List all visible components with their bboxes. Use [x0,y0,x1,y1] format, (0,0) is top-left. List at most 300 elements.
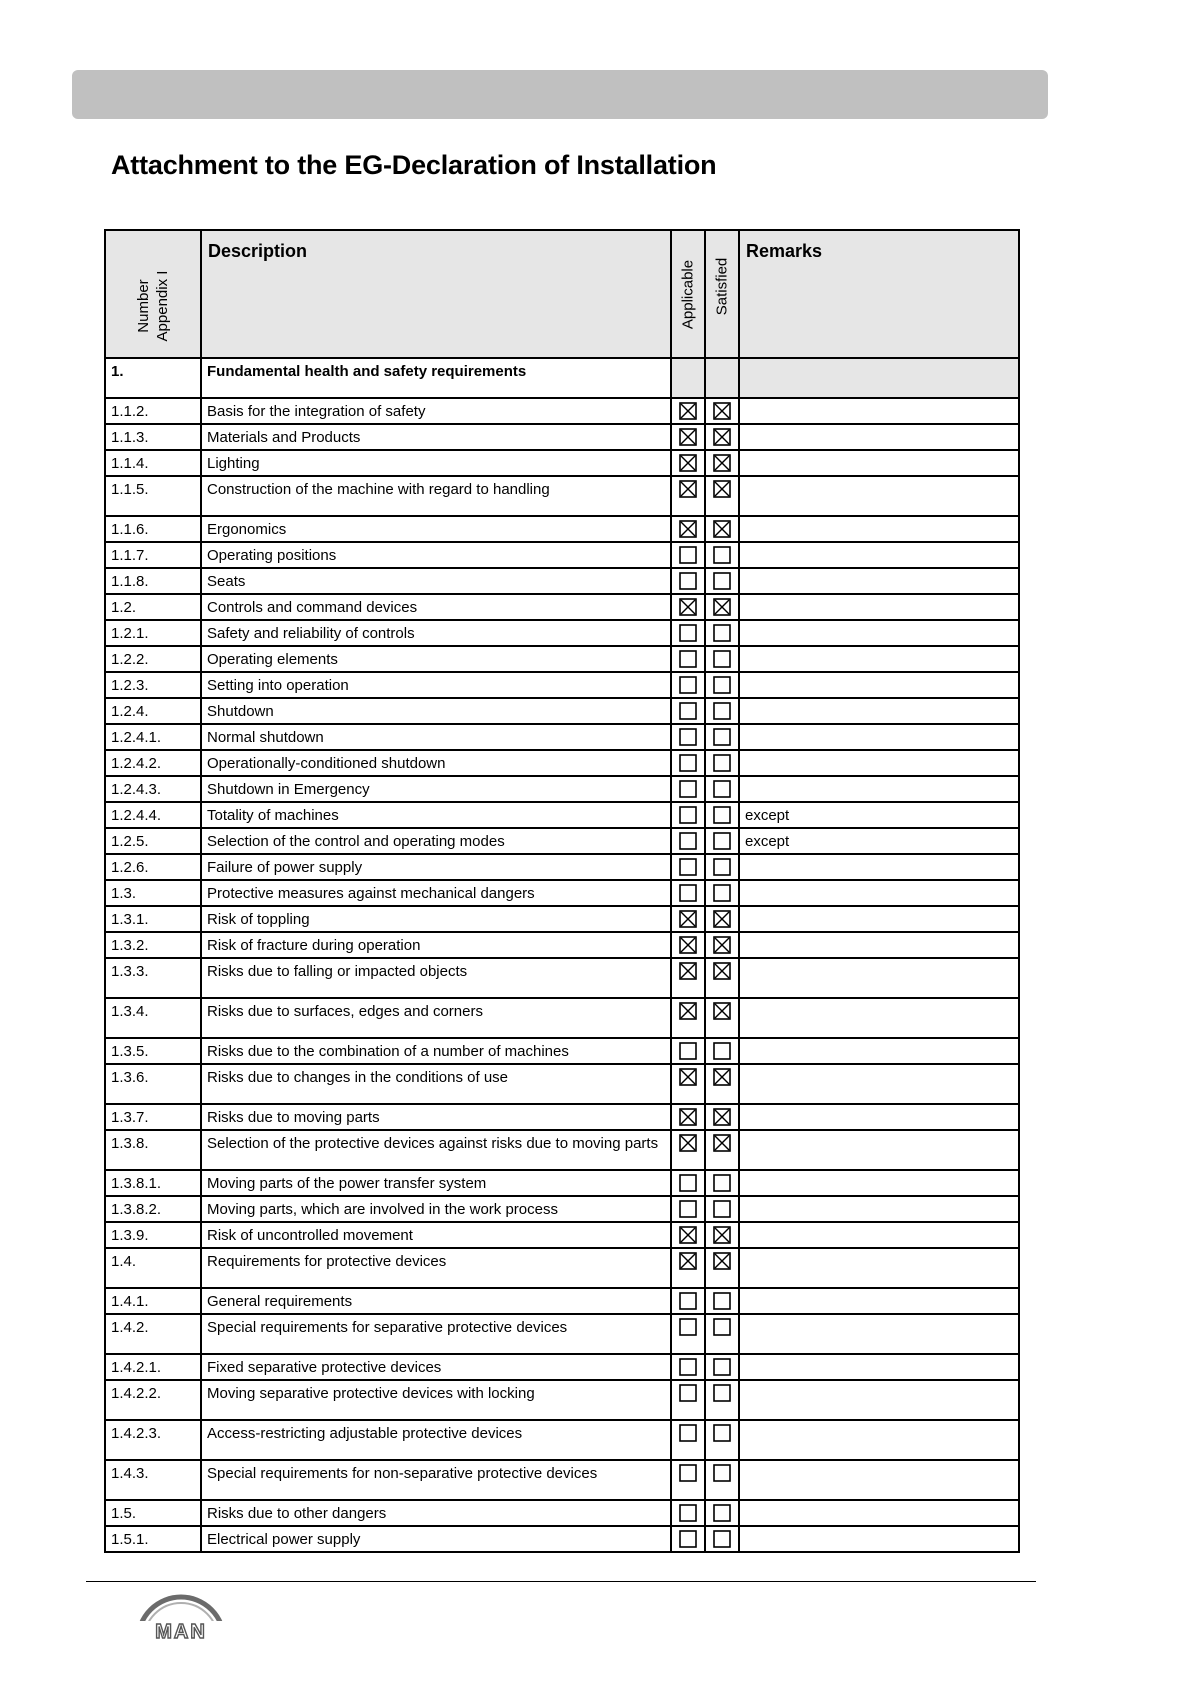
remarks-text [740,673,1018,679]
remarks-cell [739,1380,1019,1420]
table-row [105,1288,1019,1314]
satisfied-checkbox-unchecked-icon[interactable] [713,806,731,824]
applicable-checkbox-unchecked-icon[interactable] [679,1292,697,1310]
satisfied-checkbox-unchecked-icon[interactable] [713,832,731,850]
satisfied-cell [705,958,739,998]
applicable-checkbox-checked-icon[interactable] [679,480,697,498]
row-number: 1.2.1. [105,620,201,646]
table-row [105,620,1019,646]
satisfied-checkbox-unchecked-icon[interactable] [713,572,731,590]
section-applicable-cell [671,358,705,398]
applicable-cell [671,1170,705,1196]
applicable-cell [671,1420,705,1460]
remarks-text [740,543,1018,549]
remarks-text [740,477,1018,483]
applicable-checkbox-checked-icon[interactable] [679,1108,697,1126]
row-description: Operating elements [201,646,671,672]
satisfied-cell [705,1104,739,1130]
satisfied-checkbox-checked-icon[interactable] [713,428,731,446]
applicable-checkbox-unchecked-icon[interactable] [679,884,697,902]
applicable-cell [671,802,705,828]
applicable-cell [671,724,705,750]
table-row [105,398,1019,424]
applicable-checkbox-checked-icon[interactable] [679,598,697,616]
satisfied-checkbox-unchecked-icon[interactable] [713,1358,731,1376]
row-description: Operationally-conditioned shutdown [201,750,671,776]
satisfied-cell [705,424,739,450]
satisfied-checkbox-checked-icon[interactable] [713,936,731,954]
remarks-cell [739,1460,1019,1500]
remarks-cell [739,724,1019,750]
row-number: 1.1.2. [105,398,201,424]
applicable-cell [671,698,705,724]
remarks-text [740,1501,1018,1507]
applicable-cell [671,476,705,516]
row-description: Shutdown [201,698,671,724]
table-row [105,1526,1019,1552]
remarks-text [740,1527,1018,1533]
applicable-cell [671,1460,705,1500]
remarks-text [740,725,1018,731]
row-number: 1.1.8. [105,568,201,594]
applicable-cell [671,398,705,424]
satisfied-cell [705,1222,739,1248]
table-row [105,1354,1019,1380]
satisfied-checkbox-unchecked-icon[interactable] [713,1042,731,1060]
remarks-cell [739,932,1019,958]
section-row [105,358,1019,398]
row-description: Selection of the protective devices against risks due to moving parts [201,1130,671,1170]
applicable-cell [671,594,705,620]
row-number: 1.3.8.2. [105,1196,201,1222]
remarks-text: except [745,833,790,850]
header-remarks-label: Remarks [746,241,823,261]
table-row [105,1460,1019,1500]
applicable-checkbox-checked-icon[interactable] [679,1068,697,1086]
row-description: Shutdown in Emergency [201,776,671,802]
satisfied-checkbox-checked-icon[interactable] [713,1068,731,1086]
satisfied-checkbox-unchecked-icon[interactable] [713,676,731,694]
satisfied-checkbox-unchecked-icon[interactable] [713,1464,731,1482]
row-description: Risks due to other dangers [201,1500,671,1526]
remarks-cell [739,1038,1019,1064]
satisfied-cell [705,1038,739,1064]
table-row [105,672,1019,698]
remarks-cell [739,828,1019,854]
row-description: Risks due to moving parts [201,1104,671,1130]
satisfied-cell [705,450,739,476]
remarks-cell [739,802,1019,828]
applicable-checkbox-unchecked-icon[interactable] [679,1318,697,1336]
applicable-checkbox-unchecked-icon[interactable] [679,806,697,824]
applicable-cell [671,542,705,568]
applicable-checkbox-unchecked-icon[interactable] [679,728,697,746]
applicable-cell [671,1038,705,1064]
row-description: Safety and reliability of controls [201,620,671,646]
remarks-cell [739,1170,1019,1196]
row-description: Risks due to changes in the conditions of use [201,1064,671,1104]
row-number: 1.4. [105,1248,201,1288]
table-row [105,1038,1019,1064]
row-number: 1.3.7. [105,1104,201,1130]
table-row [105,880,1019,906]
satisfied-checkbox-checked-icon[interactable] [713,1226,731,1244]
satisfied-cell [705,1248,739,1288]
row-number: 1.2.2. [105,646,201,672]
row-number: 1.3.2. [105,932,201,958]
header-satisfied-label: Satisfied [713,257,731,316]
applicable-cell [671,1314,705,1354]
remarks-cell [739,750,1019,776]
row-description: General requirements [201,1288,671,1314]
applicable-checkbox-unchecked-icon[interactable] [679,572,697,590]
satisfied-cell [705,1170,739,1196]
table-row [105,594,1019,620]
remarks-text [740,595,1018,601]
satisfied-checkbox-checked-icon[interactable] [713,1108,731,1126]
remarks-cell [739,1500,1019,1526]
row-number: 1.1.6. [105,516,201,542]
applicable-cell [671,450,705,476]
remarks-cell [739,998,1019,1038]
applicable-checkbox-unchecked-icon[interactable] [679,780,697,798]
satisfied-cell [705,698,739,724]
remarks-cell [739,1314,1019,1354]
remarks-text [740,1105,1018,1111]
satisfied-checkbox-unchecked-icon[interactable] [713,1384,731,1402]
remarks-cell [739,516,1019,542]
satisfied-cell [705,398,739,424]
row-description: Risk of uncontrolled movement [201,1222,671,1248]
row-description: Operating positions [201,542,671,568]
page-title: Attachment to the EG-Declaration of Installation [111,150,717,180]
remarks-text [740,699,1018,705]
satisfied-checkbox-unchecked-icon[interactable] [713,1530,731,1548]
table-row [105,906,1019,932]
row-number: 1.4.2.3. [105,1420,201,1460]
applicable-cell [671,516,705,542]
row-number: 1.5. [105,1500,201,1526]
applicable-cell [671,1130,705,1170]
satisfied-cell [705,1526,739,1552]
row-number: 1.3. [105,880,201,906]
remarks-cell [739,1420,1019,1460]
satisfied-checkbox-unchecked-icon[interactable] [713,702,731,720]
row-description: Risks due to the combination of a number of machines [201,1038,671,1064]
remarks-cell [739,594,1019,620]
table-row [105,1420,1019,1460]
applicable-checkbox-unchecked-icon[interactable] [679,1504,697,1522]
remarks-text [740,959,1018,965]
row-description: Risks due to falling or impacted objects [201,958,671,998]
table-row [105,932,1019,958]
remarks-cell [739,672,1019,698]
row-number: 1.2.4.2. [105,750,201,776]
remarks-text [740,881,1018,887]
remarks-cell [739,906,1019,932]
applicable-checkbox-checked-icon[interactable] [679,1252,697,1270]
satisfied-checkbox-unchecked-icon[interactable] [713,754,731,772]
table-row [105,1248,1019,1288]
man-logo [130,1588,232,1646]
satisfied-checkbox-checked-icon[interactable] [713,1252,731,1270]
applicable-checkbox-unchecked-icon[interactable] [679,650,697,668]
remarks-cell [739,1064,1019,1104]
satisfied-checkbox-unchecked-icon[interactable] [713,1424,731,1442]
row-description: Lighting [201,450,671,476]
remarks-text [740,1171,1018,1177]
remarks-text [740,1065,1018,1071]
row-description: Materials and Products [201,424,671,450]
satisfied-checkbox-checked-icon[interactable] [713,910,731,928]
row-description: Access-restricting adjustable protective devices [201,1420,671,1460]
remarks-cell [739,646,1019,672]
applicable-checkbox-checked-icon[interactable] [679,1134,697,1152]
remarks-text [740,1461,1018,1467]
row-number: 1.3.3. [105,958,201,998]
applicable-checkbox-checked-icon[interactable] [679,962,697,980]
row-description: Moving parts of the power transfer system [201,1170,671,1196]
applicable-checkbox-unchecked-icon[interactable] [679,832,697,850]
header-bar [72,70,1048,119]
table-row [105,1170,1019,1196]
row-description: Moving parts, which are involved in the work process [201,1196,671,1222]
remarks-cell [739,854,1019,880]
applicable-checkbox-checked-icon[interactable] [679,936,697,954]
satisfied-checkbox-unchecked-icon[interactable] [713,650,731,668]
applicable-checkbox-unchecked-icon[interactable] [679,1424,697,1442]
applicable-checkbox-unchecked-icon[interactable] [679,1200,697,1218]
applicable-cell [671,1196,705,1222]
applicable-checkbox-unchecked-icon[interactable] [679,1174,697,1192]
header-satisfied [705,230,739,358]
applicable-checkbox-unchecked-icon[interactable] [679,624,697,642]
satisfied-checkbox-unchecked-icon[interactable] [713,884,731,902]
satisfied-cell [705,568,739,594]
row-description: Fixed separative protective devices [201,1354,671,1380]
row-number: 1.2.4.3. [105,776,201,802]
table-row [105,516,1019,542]
applicable-checkbox-unchecked-icon[interactable] [679,546,697,564]
applicable-cell [671,568,705,594]
remarks-text [740,1223,1018,1229]
remarks-text [740,751,1018,757]
applicable-cell [671,672,705,698]
header-description [201,230,671,358]
header-number-line2: Appendix I [154,270,171,342]
remarks-cell [739,1222,1019,1248]
applicable-checkbox-unchecked-icon[interactable] [679,1384,697,1402]
row-description: Selection of the control and operating modes [201,828,671,854]
table-row [105,724,1019,750]
row-description: Controls and command devices [201,594,671,620]
row-number: 1.2.5. [105,828,201,854]
applicable-checkbox-checked-icon[interactable] [679,1226,697,1244]
satisfied-cell [705,1130,739,1170]
row-description: Basis for the integration of safety [201,398,671,424]
applicable-cell [671,1248,705,1288]
satisfied-cell [705,1380,739,1420]
satisfied-checkbox-checked-icon[interactable] [713,402,731,420]
header-description-label: Description [208,241,308,261]
table-row [105,1222,1019,1248]
applicable-checkbox-unchecked-icon[interactable] [679,1042,697,1060]
remarks-cell [739,1196,1019,1222]
applicable-cell [671,1222,705,1248]
satisfied-cell [705,1460,739,1500]
satisfied-checkbox-checked-icon[interactable] [713,454,731,472]
satisfied-checkbox-unchecked-icon[interactable] [713,624,731,642]
remarks-cell [739,568,1019,594]
satisfied-cell [705,828,739,854]
table-row [105,646,1019,672]
remarks-text [740,569,1018,575]
satisfied-checkbox-unchecked-icon[interactable] [713,858,731,876]
section-satisfied-cell [705,358,739,398]
applicable-checkbox-checked-icon[interactable] [679,428,697,446]
satisfied-cell [705,1354,739,1380]
applicable-checkbox-unchecked-icon[interactable] [679,1530,697,1548]
table-header-row [105,230,1019,358]
satisfied-cell [705,1314,739,1354]
table-row [105,1196,1019,1222]
satisfied-checkbox-unchecked-icon[interactable] [713,1174,731,1192]
row-description: Special requirements for separative protective devices [201,1314,671,1354]
satisfied-checkbox-checked-icon[interactable] [713,520,731,538]
remarks-text [740,907,1018,913]
satisfied-checkbox-unchecked-icon[interactable] [713,1200,731,1218]
remarks-text [740,425,1018,431]
applicable-checkbox-unchecked-icon[interactable] [679,702,697,720]
satisfied-checkbox-unchecked-icon[interactable] [713,780,731,798]
table-row [105,1104,1019,1130]
row-description: Ergonomics [201,516,671,542]
applicable-checkbox-checked-icon[interactable] [679,1002,697,1020]
row-description: Special requirements for non-separative protective devices [201,1460,671,1500]
remarks-cell [739,542,1019,568]
table-row [105,450,1019,476]
row-description: Requirements for protective devices [201,1248,671,1288]
satisfied-checkbox-checked-icon[interactable] [713,598,731,616]
remarks-cell [739,958,1019,998]
remarks-cell [739,698,1019,724]
applicable-cell [671,1380,705,1420]
applicable-cell [671,424,705,450]
row-description: Risk of toppling [201,906,671,932]
remarks-cell [739,1104,1019,1130]
row-number: 1.1.3. [105,424,201,450]
satisfied-cell [705,672,739,698]
satisfied-checkbox-checked-icon[interactable] [713,1002,731,1020]
applicable-checkbox-checked-icon[interactable] [679,402,697,420]
remarks-cell [739,1354,1019,1380]
satisfied-checkbox-unchecked-icon[interactable] [713,1504,731,1522]
satisfied-checkbox-unchecked-icon[interactable] [713,1292,731,1310]
row-description: Moving separative protective devices with locking [201,1380,671,1420]
applicable-cell [671,1064,705,1104]
row-number: 1.1.7. [105,542,201,568]
table-row [105,854,1019,880]
table-row [105,802,1019,828]
satisfied-cell [705,880,739,906]
applicable-checkbox-unchecked-icon[interactable] [679,754,697,772]
applicable-cell [671,880,705,906]
applicable-checkbox-checked-icon[interactable] [679,454,697,472]
satisfied-cell [705,854,739,880]
satisfied-checkbox-checked-icon[interactable] [713,962,731,980]
row-number: 1.3.6. [105,1064,201,1104]
applicable-cell [671,854,705,880]
applicable-cell [671,958,705,998]
row-number: 1.2. [105,594,201,620]
satisfied-cell [705,932,739,958]
row-number: 1.3.4. [105,998,201,1038]
applicable-checkbox-unchecked-icon[interactable] [679,676,697,694]
remarks-text [740,399,1018,405]
remarks-cell [739,476,1019,516]
header-number [105,230,201,358]
row-description: Failure of power supply [201,854,671,880]
satisfied-checkbox-checked-icon[interactable] [713,480,731,498]
remarks-text [740,451,1018,457]
satisfied-cell [705,802,739,828]
row-description: Seats [201,568,671,594]
table-row [105,1130,1019,1170]
remarks-text [740,1421,1018,1427]
row-number: 1.3.9. [105,1222,201,1248]
remarks-text [740,1039,1018,1045]
remarks-cell [739,398,1019,424]
row-number: 1.3.5. [105,1038,201,1064]
satisfied-checkbox-unchecked-icon[interactable] [713,728,731,746]
row-description: Protective measures against mechanical dangers [201,880,671,906]
satisfied-cell [705,1064,739,1104]
remarks-text [740,855,1018,861]
applicable-checkbox-checked-icon[interactable] [679,910,697,928]
remarks-cell [739,880,1019,906]
applicable-checkbox-unchecked-icon[interactable] [679,1464,697,1482]
remarks-cell [739,1248,1019,1288]
satisfied-cell [705,542,739,568]
satisfied-cell [705,516,739,542]
applicable-checkbox-unchecked-icon[interactable] [679,1358,697,1376]
requirements-table [104,229,1020,1553]
satisfied-checkbox-checked-icon[interactable] [713,1134,731,1152]
applicable-cell [671,776,705,802]
section-description: Fundamental health and safety requirements [201,358,671,398]
satisfied-cell [705,724,739,750]
logo-text: MAN [155,1621,207,1643]
row-number: 1.5.1. [105,1526,201,1552]
table-row [105,776,1019,802]
satisfied-cell [705,750,739,776]
remarks-cell [739,424,1019,450]
satisfied-cell [705,1288,739,1314]
satisfied-checkbox-unchecked-icon[interactable] [713,546,731,564]
table-row [105,958,1019,998]
satisfied-cell [705,620,739,646]
applicable-checkbox-unchecked-icon[interactable] [679,858,697,876]
row-number: 1.4.2.1. [105,1354,201,1380]
remarks-cell [739,620,1019,646]
satisfied-checkbox-unchecked-icon[interactable] [713,1318,731,1336]
row-description: Risk of fracture during operation [201,932,671,958]
row-number: 1.2.4. [105,698,201,724]
applicable-checkbox-checked-icon[interactable] [679,520,697,538]
section-number: 1. [105,358,201,398]
header-applicable [671,230,705,358]
row-description: Totality of machines [201,802,671,828]
